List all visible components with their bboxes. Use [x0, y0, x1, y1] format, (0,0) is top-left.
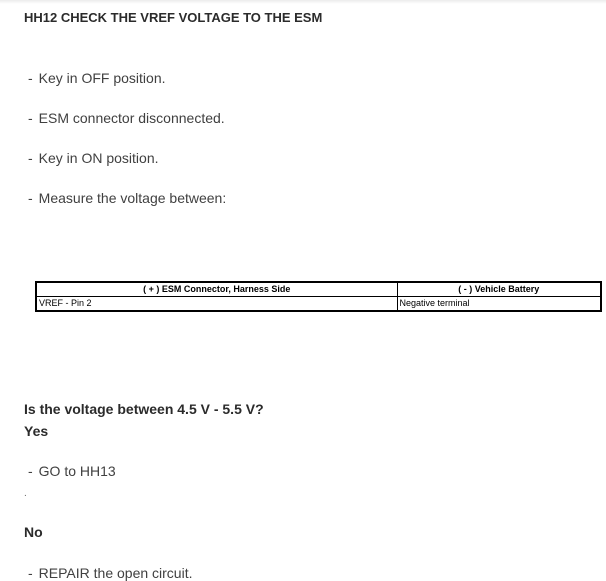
step-text: Measure the voltage between:	[38, 190, 227, 206]
step-item	[28, 150, 159, 166]
yes-action-text: GO to HH13	[38, 463, 116, 479]
voltage-question: Is the voltage between 4.5 V - 5.5 V?	[24, 401, 264, 417]
step-text: ESM connector disconnected.	[38, 110, 225, 126]
table-header-positive: ( + ) ESM Connector, Harness Side	[36, 282, 397, 297]
step-item	[28, 70, 166, 86]
no-action-text: REPAIR the open circuit.	[38, 565, 193, 581]
no-label: No	[24, 524, 43, 540]
step-text: Key in OFF position.	[38, 70, 166, 86]
top-edge-shadow	[0, 0, 606, 4]
yes-action	[28, 463, 116, 479]
step-bullet: -	[28, 110, 33, 126]
step-item	[28, 110, 225, 126]
table-cell: VREF - Pin 2	[36, 297, 397, 312]
step-item	[28, 190, 226, 206]
yes-label: Yes	[24, 423, 49, 439]
table-header-row	[36, 282, 601, 297]
step-bullet: -	[28, 463, 33, 479]
step-bullet: -	[28, 70, 33, 86]
trailing-period: .	[24, 488, 27, 499]
step-text: Key in ON position.	[38, 150, 159, 166]
table-cell: Negative terminal	[397, 297, 601, 312]
table-header-negative: ( - ) Vehicle Battery	[397, 282, 601, 297]
no-action	[28, 565, 192, 581]
step-bullet: -	[28, 565, 33, 581]
table-row	[36, 297, 601, 312]
step-bullet: -	[28, 150, 33, 166]
step-bullet: -	[28, 190, 33, 206]
measurement-table	[35, 281, 600, 312]
page-title: HH12 CHECK THE VREF VOLTAGE TO THE ESM	[24, 10, 323, 25]
